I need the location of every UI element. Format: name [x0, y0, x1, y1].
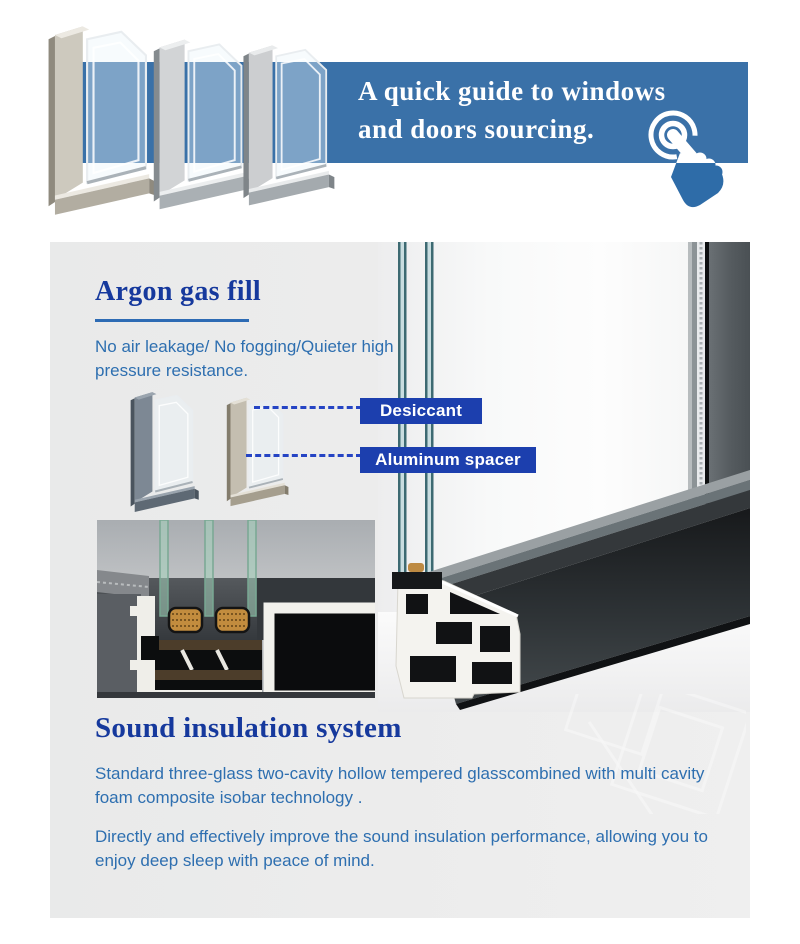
tap-icon[interactable]	[628, 98, 750, 216]
vertical-frame-member	[688, 242, 750, 504]
small-window-profile-image-1	[120, 388, 208, 514]
sound-paragraph-1: Standard three-glass two-cavity hollow tempered glasscombined with multi cavity foam composite isobar technology .	[95, 764, 705, 808]
window-frame-render-image	[378, 242, 750, 712]
argon-description: No air leakage/ No fogging/Quieter high pressure resistance.	[95, 337, 394, 381]
banner-title	[358, 72, 666, 148]
sound-section-heading: Sound insulation system	[95, 712, 402, 744]
isobar-rows	[152, 640, 262, 698]
desiccant-label: Desiccant	[360, 398, 482, 424]
heading-underline	[95, 319, 249, 322]
aluminum-spacer-label: Aluminum spacer	[360, 447, 536, 473]
desiccant-leader-line	[254, 406, 362, 409]
aluminum-spacer-leader-line	[246, 454, 362, 457]
main-panel	[50, 242, 750, 918]
argon-section-heading: Argon gas fill	[95, 276, 261, 307]
aluminum-frame-right	[269, 608, 375, 696]
banner-title-line2: and doors sourcing.	[358, 114, 595, 144]
small-window-profile-image-2	[218, 394, 296, 508]
window-profile-image-3	[238, 34, 338, 214]
window-profile-image-1	[40, 20, 162, 218]
sound-paragraph-2: Directly and effectively improve the sound insulation performance, allowing you to enjoy deep sleep with peace of mind.	[95, 827, 708, 871]
sill-closeup-image	[97, 520, 375, 698]
banner-title-line1: A quick guide to windows	[358, 76, 666, 106]
